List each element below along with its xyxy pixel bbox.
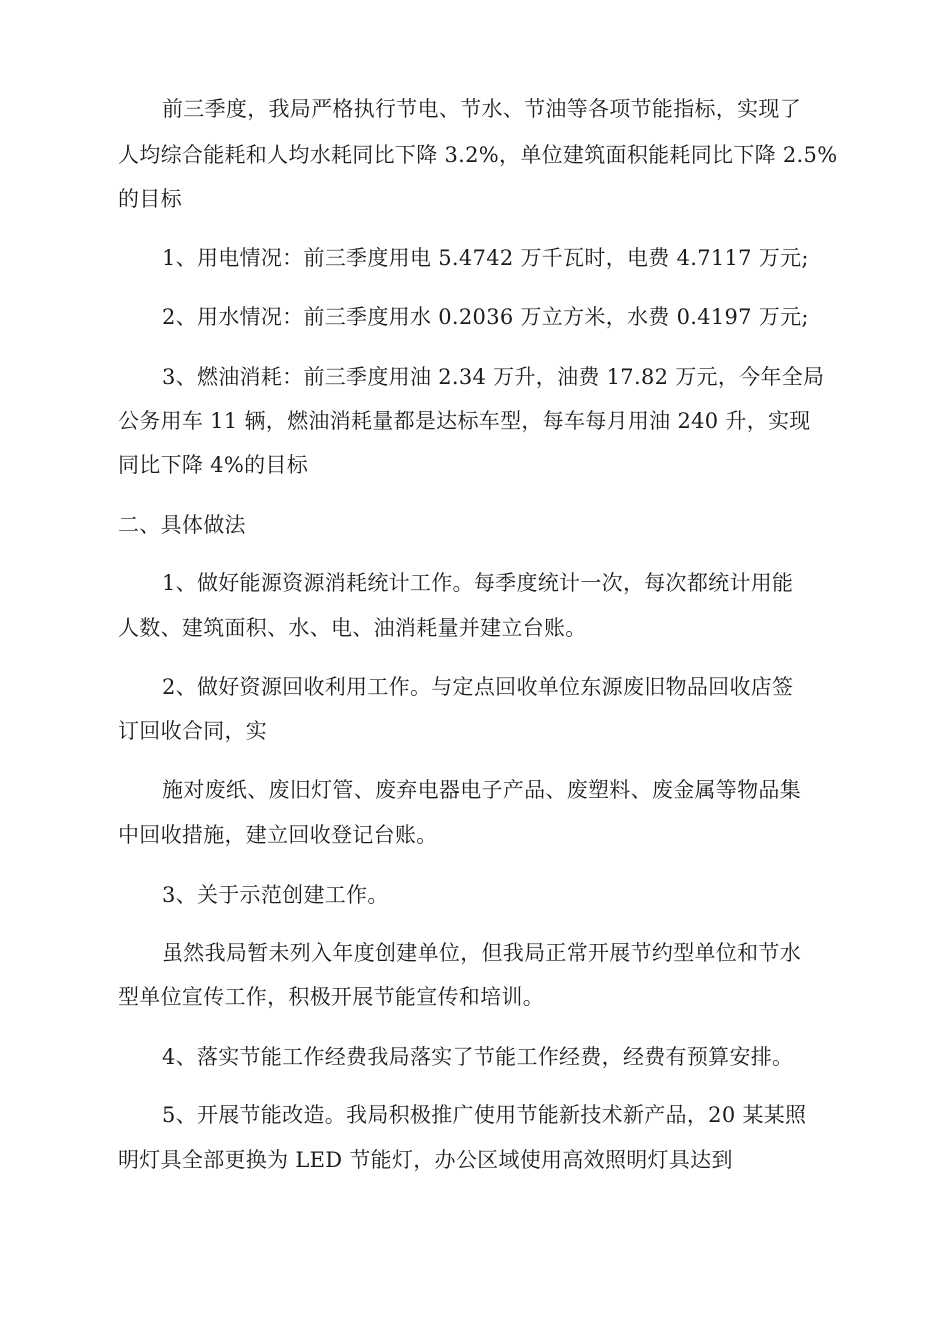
paragraph-intro-line-2: 人均综合能耗和人均水耗同比下降 3.2%，单位建筑面积能耗同比下降 2.5% xyxy=(118,143,838,167)
paragraph-item-3-body-line-1: 虽然我局暂未列入年度创建单位，但我局正常开展节约型单位和节水 xyxy=(162,941,801,965)
paragraph-item-3-body-line-2: 型单位宣传工作，积极开展节能宣传和培训。 xyxy=(118,985,544,1009)
paragraph-item-2-cont-line-2: 中回收措施，建立回收登记台账。 xyxy=(118,823,438,847)
paragraph-water: 2、用水情况：前三季度用水 0.2036 万立方米，水费 0.4197 万元; xyxy=(162,305,809,329)
paragraph-item-4: 4、落实节能工作经费我局落实了节能工作经费，经费有预算安排。 xyxy=(162,1045,794,1069)
paragraph-electricity: 1、用电情况：前三季度用电 5.4742 万千瓦时，电费 4.7117 万元; xyxy=(162,246,809,270)
section-heading: 二、具体做法 xyxy=(118,513,246,537)
paragraph-item-1-line-2: 人数、建筑面积、水、电、油消耗量并建立台账。 xyxy=(118,616,587,640)
paragraph-intro-line-3: 的目标 xyxy=(118,187,182,211)
paragraph-fuel-line-1: 3、燃油消耗：前三季度用油 2.34 万升，油费 17.82 万元，今年全局 xyxy=(162,365,825,389)
paragraph-intro-line-1: 前三季度，我局严格执行节电、节水、节油等各项节能指标，实现了 xyxy=(162,97,801,121)
paragraph-item-2-line-2: 订回收合同，实 xyxy=(118,719,268,743)
paragraph-item-1-line-1: 1、做好能源资源消耗统计工作。每季度统计一次，每次都统计用能 xyxy=(162,571,794,595)
paragraph-item-3: 3、关于示范创建工作。 xyxy=(162,883,389,907)
paragraph-item-5-line-2: 明灯具全部更换为 LED 节能灯，办公区域使用高效照明灯具达到 xyxy=(118,1148,733,1172)
paragraph-fuel-line-2: 公务用车 11 辆，燃油消耗量都是达标车型，每车每月用油 240 升，实现 xyxy=(118,409,811,433)
paragraph-fuel-line-3: 同比下降 4%的目标 xyxy=(118,453,308,477)
paragraph-item-5-line-1: 5、开展节能改造。我局积极推广使用节能新技术新产品，20 某某照 xyxy=(162,1103,807,1127)
paragraph-item-2-line-1: 2、做好资源回收利用工作。与定点回收单位东源废旧物品回收店签 xyxy=(162,675,794,699)
paragraph-item-2-cont-line-1: 施对废纸、废旧灯管、废弃电器电子产品、废塑料、废金属等物品集 xyxy=(162,778,801,802)
